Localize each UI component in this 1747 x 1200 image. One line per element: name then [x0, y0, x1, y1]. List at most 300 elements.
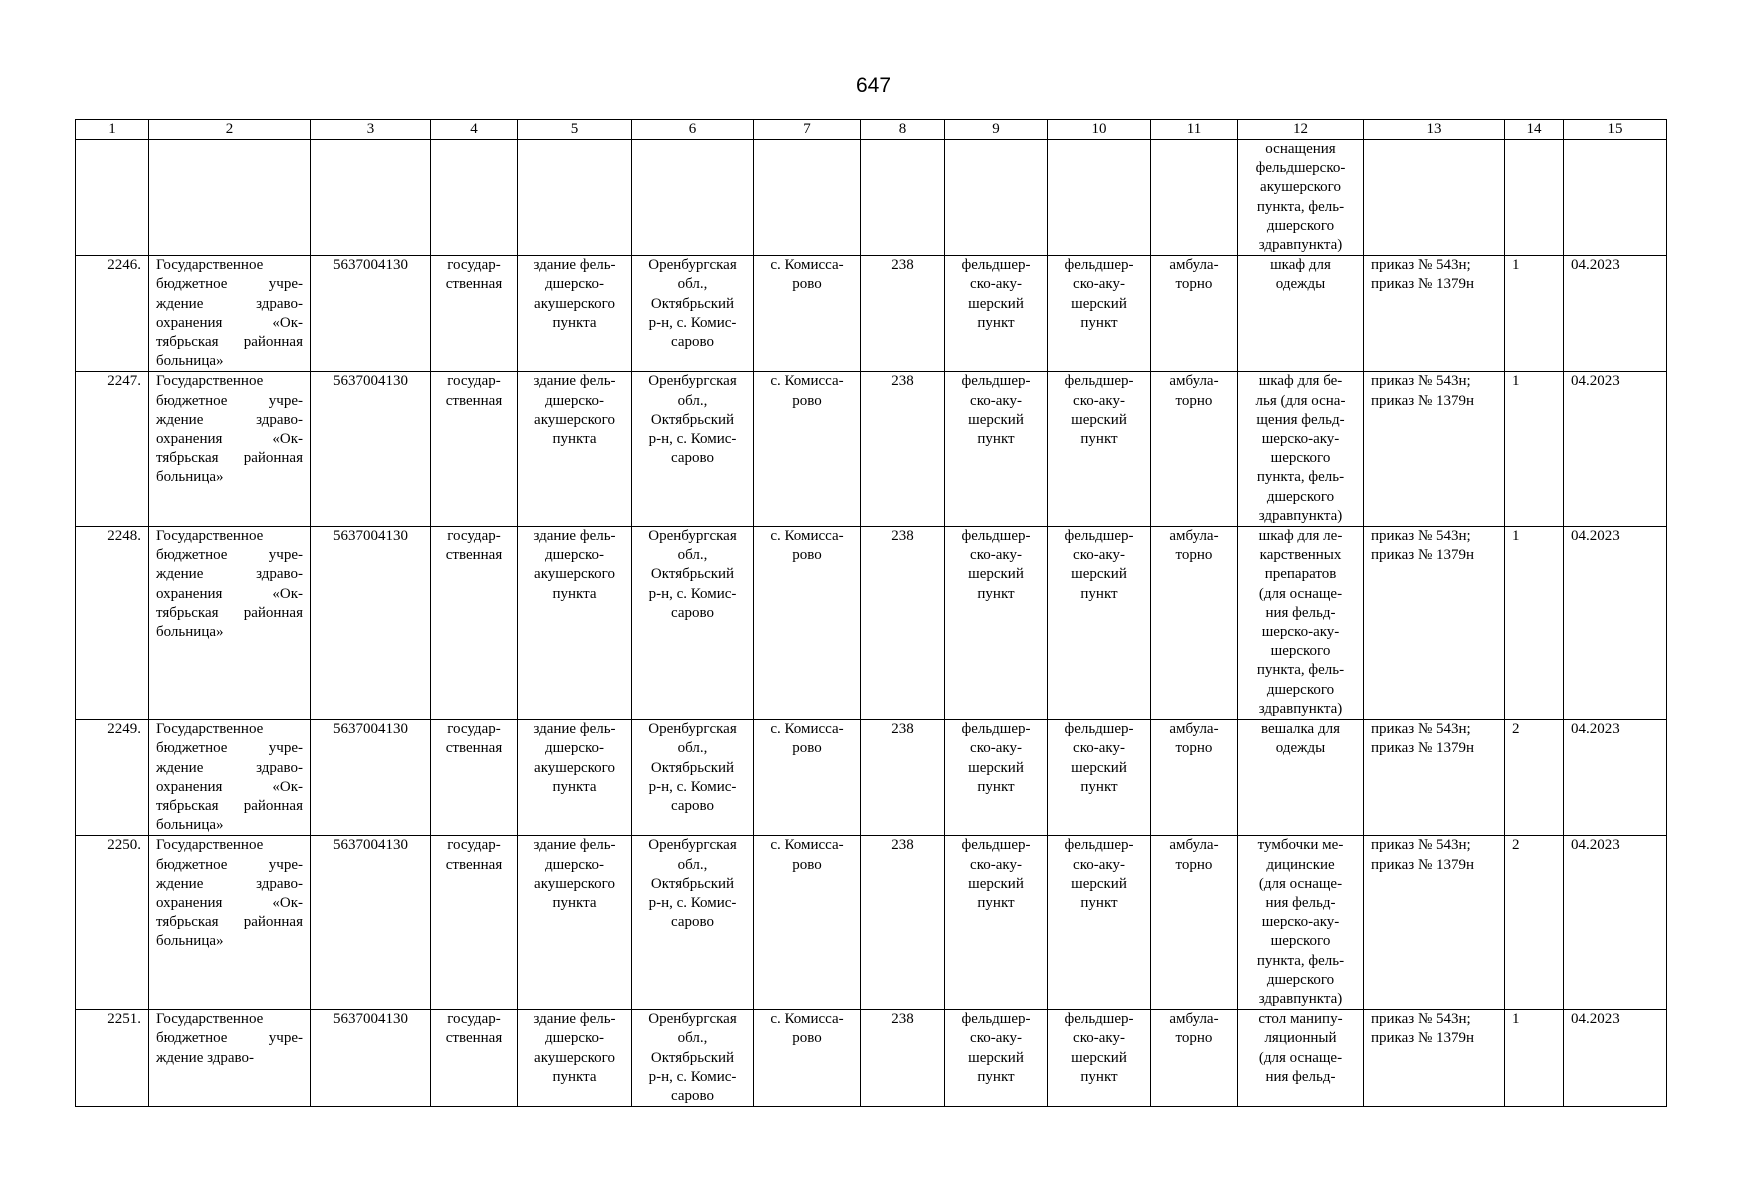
cell-line: ляционный — [1264, 1030, 1337, 1047]
cell-line: приказ № 543н; — [1371, 373, 1471, 390]
cell-line: здание фель- — [533, 721, 616, 738]
cell-line: Октябрьский — [650, 1049, 735, 1066]
cell-line: препаратов — [1264, 566, 1337, 583]
cell-line: больница» — [156, 817, 224, 834]
quantity-cell: 2 — [1505, 720, 1564, 836]
cell-line: ско-аку- — [1073, 1030, 1125, 1047]
cell-line: шерского — [1270, 450, 1331, 467]
cell-line: шерский — [968, 875, 1024, 892]
empty-cell — [1151, 140, 1238, 256]
cell-line: шкаф для — [1270, 257, 1331, 274]
inn-cell: 5637004130 — [311, 836, 431, 1010]
table-row — [76, 372, 1667, 527]
orders-cell — [1364, 372, 1505, 527]
column-number: 1 — [76, 120, 149, 140]
cell-line: приказ № 1379н — [1371, 547, 1475, 564]
cell-line: фельдшер- — [1064, 528, 1134, 545]
cell-line: дшерского — [1266, 681, 1335, 698]
cell-line: фельдшер- — [961, 721, 1031, 738]
cell-line: приказ № 1379н — [1371, 1030, 1475, 1047]
cell-line: дшерско- — [544, 1030, 605, 1047]
cell-line: ждение здраво- — [156, 411, 303, 428]
inn-cell: 5637004130 — [311, 256, 431, 372]
care-form-cell — [1151, 527, 1238, 720]
cell-line: фельдшер- — [1064, 837, 1134, 854]
cell-line: охранения «Ок- — [156, 778, 303, 795]
cell-line: здание фель- — [533, 257, 616, 274]
cell-line: шерский — [968, 1049, 1024, 1066]
cell-line: с. Комисса- — [770, 257, 844, 274]
column-number: 2 — [149, 120, 311, 140]
cell-line: ждение здраво- — [156, 1049, 255, 1066]
cell-line: пункта — [552, 585, 597, 602]
cell-line: с. Комисса- — [770, 528, 844, 545]
empty-cell — [945, 140, 1048, 256]
cell-line: Оренбургская — [648, 257, 737, 274]
cell-line: больница» — [156, 353, 224, 370]
date-cell: 04.2023 — [1564, 836, 1667, 1010]
cell-line: шерский — [1071, 1049, 1127, 1066]
cell-line: пункта, фель- — [1256, 662, 1345, 679]
cell-line: Государственное — [156, 257, 264, 274]
column-number: 12 — [1238, 120, 1364, 140]
cell-line: ско-аку- — [1073, 856, 1125, 873]
cell-line: пункт — [977, 1068, 1015, 1085]
care-form-cell — [1151, 372, 1238, 527]
cell-line: пункта — [552, 894, 597, 911]
cell-line: шерско-аку- — [1261, 431, 1340, 448]
inn-cell: 5637004130 — [311, 720, 431, 836]
cell-line: торно — [1175, 547, 1213, 564]
quantity-cell: 1 — [1505, 1010, 1564, 1107]
cell-line: больница» — [156, 624, 224, 641]
registry-table — [75, 119, 1667, 1107]
cell-line: лья (для осна- — [1255, 392, 1346, 409]
table-row — [76, 836, 1667, 1010]
ownership-cell — [431, 836, 518, 1010]
cell-line: дшерско- — [544, 392, 605, 409]
ownership-cell — [431, 720, 518, 836]
cell-line: с. Комисса- — [770, 837, 844, 854]
facility-type-cell — [945, 256, 1048, 372]
cell-line: шерский — [968, 295, 1024, 312]
cell-line: Оренбургская — [648, 373, 737, 390]
care-form-cell — [1151, 720, 1238, 836]
cell-line: Оренбургская — [648, 528, 737, 545]
cell-line: охранения «Ок- — [156, 894, 303, 911]
empty-cell — [311, 140, 431, 256]
address-cell — [632, 256, 754, 372]
cell-line: р-н, с. Комис- — [648, 585, 737, 602]
table-row — [76, 1010, 1667, 1107]
cell-line: фельдшер- — [961, 1011, 1031, 1028]
organization-cell — [149, 720, 311, 836]
cell-line: торно — [1175, 276, 1213, 293]
cell-line: пункта — [552, 314, 597, 331]
cell-line: здание фель- — [533, 373, 616, 390]
column-number: 5 — [518, 120, 632, 140]
quantity-cell: 1 — [1505, 527, 1564, 720]
cell-line: пункт — [1080, 894, 1118, 911]
cell-line: обл., — [677, 392, 708, 409]
cell-line: государ- — [447, 528, 501, 545]
table-row — [76, 527, 1667, 720]
locality-cell — [754, 527, 861, 720]
cell-line: сарово — [671, 1087, 714, 1104]
orders-cell — [1364, 836, 1505, 1010]
cell-line: с. Комисса- — [770, 373, 844, 390]
facility-type-cell — [945, 836, 1048, 1010]
cell-line: охранения «Ок- — [156, 585, 303, 602]
cell-line: дшерско- — [544, 740, 605, 757]
equipment-cell — [1238, 372, 1364, 527]
cell-line: приказ № 543н; — [1371, 257, 1471, 274]
date-cell: 04.2023 — [1564, 720, 1667, 836]
cell-line: Октябрьский — [650, 566, 735, 583]
cell-line: вешалка для — [1261, 721, 1340, 738]
cell-line: пункт — [1080, 431, 1118, 448]
cell-line: здание фель- — [533, 1011, 616, 1028]
cell-line: государ- — [447, 1011, 501, 1028]
cell-line: государ- — [447, 837, 501, 854]
facility-type-cell — [945, 1010, 1048, 1107]
address-cell — [632, 1010, 754, 1107]
cell-line: рово — [792, 856, 822, 873]
cell-line: пункта, фель- — [1256, 198, 1345, 215]
cell-line: оснащения — [1265, 141, 1336, 157]
cell-line: ственная — [445, 547, 503, 564]
cell-line: шерский — [1071, 411, 1127, 428]
cell-line: ственная — [445, 1030, 503, 1047]
cell-line: Государственное — [156, 837, 264, 854]
cell-line: обл., — [677, 276, 708, 293]
cell-line: охранения «Ок- — [156, 431, 303, 448]
cell-line: шкаф для ле- — [1258, 528, 1343, 545]
cell-line: обл., — [677, 740, 708, 757]
cell-line: карственных — [1259, 547, 1342, 564]
address-cell — [632, 527, 754, 720]
column-number: 10 — [1048, 120, 1151, 140]
cell-line: дшерского — [1266, 488, 1335, 505]
cell-line: фельдшерско- — [1255, 160, 1346, 177]
cell-line: ско-аку- — [970, 392, 1022, 409]
cell-line: ственная — [445, 276, 503, 293]
cell-line: сарово — [671, 797, 714, 814]
cell-line: рово — [792, 740, 822, 757]
cell-line: фельдшер- — [1064, 373, 1134, 390]
building-cell — [518, 527, 632, 720]
cell-line: с. Комисса- — [770, 1011, 844, 1028]
empty-cell — [1364, 140, 1505, 256]
cell-line: пункт — [1080, 314, 1118, 331]
empty-cell — [861, 140, 945, 256]
ownership-cell — [431, 256, 518, 372]
organization-cell — [149, 372, 311, 527]
quantity-cell: 1 — [1505, 256, 1564, 372]
cell-line: шерский — [1071, 875, 1127, 892]
orders-cell — [1364, 1010, 1505, 1107]
continuation-row — [76, 140, 1667, 256]
cell-line: тябрьская районная — [156, 604, 303, 621]
cell-line: бюджетное учре- — [156, 547, 303, 564]
ownership-cell — [431, 372, 518, 527]
cell-line: одежды — [1275, 276, 1326, 293]
cell-line: ско-аку- — [1073, 392, 1125, 409]
cell-line: Государственное — [156, 373, 264, 390]
column-number: 8 — [861, 120, 945, 140]
cell-line: бюджетное учре- — [156, 276, 303, 293]
cell-line: амбула- — [1169, 373, 1219, 390]
row-number-cell: 2250. — [76, 836, 149, 1010]
column-number: 9 — [945, 120, 1048, 140]
cell-line: фельдшер- — [961, 257, 1031, 274]
ownership-cell — [431, 527, 518, 720]
unit-cell — [1048, 256, 1151, 372]
building-cell — [518, 720, 632, 836]
cell-line: шерского — [1270, 933, 1331, 950]
cell-line: с. Комисса- — [770, 721, 844, 738]
care-form-cell — [1151, 1010, 1238, 1107]
address-cell — [632, 372, 754, 527]
column-number: 15 — [1564, 120, 1667, 140]
locality-cell — [754, 256, 861, 372]
row-number-cell: 2248. — [76, 527, 149, 720]
equipment-cell — [1238, 256, 1364, 372]
equipment-cell — [1238, 720, 1364, 836]
cell-line: пункта, фель- — [1256, 952, 1345, 969]
cell-line: бюджетное учре- — [156, 1030, 303, 1047]
column-number: 4 — [431, 120, 518, 140]
cell-line: ния фельд- — [1265, 604, 1336, 621]
code-cell: 238 — [861, 836, 945, 1010]
unit-cell — [1048, 720, 1151, 836]
organization-cell — [149, 1010, 311, 1107]
cell-line: здание фель- — [533, 837, 616, 854]
cell-line: сарово — [671, 914, 714, 931]
inn-cell: 5637004130 — [311, 527, 431, 720]
cell-line: (для оснаще- — [1258, 875, 1343, 892]
organization-cell — [149, 256, 311, 372]
locality-cell — [754, 836, 861, 1010]
code-cell: 238 — [861, 1010, 945, 1107]
cell-line: дшерско- — [544, 276, 605, 293]
column-number: 3 — [311, 120, 431, 140]
cell-line: пункт — [977, 585, 1015, 602]
cell-line: государ- — [447, 257, 501, 274]
cell-line: тумбочки ме- — [1257, 837, 1344, 854]
unit-cell — [1048, 1010, 1151, 1107]
cell-line: тябрьская районная — [156, 797, 303, 814]
address-cell — [632, 720, 754, 836]
cell-line: ждение здраво- — [156, 566, 303, 583]
column-number: 14 — [1505, 120, 1564, 140]
cell-line: акушерского — [534, 566, 615, 583]
cell-line: пункт — [977, 314, 1015, 331]
page-number: 647 — [855, 74, 892, 97]
cell-line: Государственное — [156, 721, 264, 738]
cell-line: ско-аку- — [1073, 276, 1125, 293]
cell-line: фельдшер- — [1064, 721, 1134, 738]
cell-line: акушерского — [1260, 179, 1341, 196]
table-row — [76, 256, 1667, 372]
cell-line: приказ № 1379н — [1371, 276, 1475, 293]
unit-cell — [1048, 372, 1151, 527]
cell-line: р-н, с. Комис- — [648, 778, 737, 795]
cell-line: пункт — [977, 778, 1015, 795]
cell-line: ждение здраво- — [156, 295, 303, 312]
cell-line: ственная — [445, 856, 503, 873]
cell-line: пункт — [1080, 778, 1118, 795]
organization-cell — [149, 527, 311, 720]
cell-line: шерско-аку- — [1261, 914, 1340, 931]
table-row — [76, 720, 1667, 836]
cell-line: ния фельд- — [1265, 894, 1336, 911]
facility-type-cell — [945, 372, 1048, 527]
cell-line: Оренбургская — [648, 721, 737, 738]
row-number-cell: 2251. — [76, 1010, 149, 1107]
cell-line: р-н, с. Комис- — [648, 1068, 737, 1085]
cell-line: Октябрьский — [650, 759, 735, 776]
cell-line: Оренбургская — [648, 837, 737, 854]
code-cell: 238 — [861, 527, 945, 720]
cell-line: дицинские — [1266, 856, 1335, 873]
cell-line: обл., — [677, 856, 708, 873]
column-number-row — [76, 120, 1667, 140]
cell-line: шерский — [1071, 295, 1127, 312]
cell-line: торно — [1175, 392, 1213, 409]
cell-line: рово — [792, 547, 822, 564]
cell-line: ния фельд- — [1265, 1068, 1336, 1085]
inn-cell: 5637004130 — [311, 372, 431, 527]
cell-line: фельдшер- — [961, 837, 1031, 854]
cell-line: пункт — [977, 894, 1015, 911]
date-cell: 04.2023 — [1564, 372, 1667, 527]
cell-line: приказ № 543н; — [1371, 837, 1471, 854]
locality-cell — [754, 720, 861, 836]
cell-line: шерский — [1071, 759, 1127, 776]
cell-line: приказ № 543н; — [1371, 721, 1471, 738]
cell-line: здание фель- — [533, 528, 616, 545]
row-number-cell: 2246. — [76, 256, 149, 372]
code-cell: 238 — [861, 720, 945, 836]
cell-line: акушерского — [534, 759, 615, 776]
building-cell — [518, 836, 632, 1010]
building-cell — [518, 1010, 632, 1107]
code-cell: 238 — [861, 256, 945, 372]
row-number-cell: 2249. — [76, 720, 149, 836]
cell-line: ско-аку- — [970, 276, 1022, 293]
cell-line: ждение здраво- — [156, 759, 303, 776]
building-cell — [518, 372, 632, 527]
cell-line: приказ № 543н; — [1371, 528, 1471, 545]
cell-line: (для оснаще- — [1258, 585, 1343, 602]
unit-cell — [1048, 527, 1151, 720]
cell-line: акушерского — [534, 1049, 615, 1066]
cell-line: здравпункта) — [1258, 507, 1343, 524]
column-number: 13 — [1364, 120, 1505, 140]
cell-line: фельдшер- — [961, 528, 1031, 545]
cell-line: пункта — [552, 778, 597, 795]
cell-line: шерский — [1071, 566, 1127, 583]
column-number: 11 — [1151, 120, 1238, 140]
cell-line: больница» — [156, 469, 224, 486]
cell-line: (для оснаще- — [1258, 1049, 1343, 1066]
locality-cell — [754, 372, 861, 527]
cell-line: сарово — [671, 450, 714, 467]
cell-line: ственная — [445, 740, 503, 757]
orders-cell — [1364, 256, 1505, 372]
cell-line: ско-аку- — [1073, 740, 1125, 757]
cell-line: рово — [792, 1030, 822, 1047]
cell-line: здравпункта) — [1258, 237, 1343, 254]
cell-line: шерского — [1270, 643, 1331, 660]
cell-line: ственная — [445, 392, 503, 409]
cell-line: государ- — [447, 373, 501, 390]
equipment-cell — [1238, 527, 1364, 720]
quantity-cell: 1 — [1505, 372, 1564, 527]
cell-line: ско-аку- — [970, 856, 1022, 873]
cell-line: р-н, с. Комис- — [648, 431, 737, 448]
empty-cell — [1048, 140, 1151, 256]
cell-line: здравпункта) — [1258, 990, 1343, 1007]
cell-line: пункта — [552, 431, 597, 448]
cell-line: приказ № 1379н — [1371, 740, 1475, 757]
empty-cell — [76, 140, 149, 256]
cell-line: ско-аку- — [1073, 547, 1125, 564]
cell-line: шерский — [968, 759, 1024, 776]
cell-line: государ- — [447, 721, 501, 738]
cell-line: шкаф для бе- — [1258, 373, 1343, 390]
cell-line: обл., — [677, 547, 708, 564]
empty-cell — [1564, 140, 1667, 256]
cell-line: рово — [792, 276, 822, 293]
cell-line: обл., — [677, 1030, 708, 1047]
cell-line: амбула- — [1169, 528, 1219, 545]
cell-line: приказ № 1379н — [1371, 392, 1475, 409]
cell-line: сарово — [671, 604, 714, 621]
empty-cell — [431, 140, 518, 256]
code-cell: 238 — [861, 372, 945, 527]
column-number: 7 — [754, 120, 861, 140]
equipment-cell — [1238, 140, 1364, 256]
orders-cell — [1364, 527, 1505, 720]
facility-type-cell — [945, 527, 1048, 720]
cell-line: дшерско- — [544, 547, 605, 564]
cell-line: больница» — [156, 933, 224, 950]
cell-line: фельдшер- — [1064, 257, 1134, 274]
care-form-cell — [1151, 836, 1238, 1010]
organization-cell — [149, 836, 311, 1010]
date-cell: 04.2023 — [1564, 1010, 1667, 1107]
cell-line: торно — [1175, 856, 1213, 873]
cell-line: сарово — [671, 334, 714, 351]
empty-cell — [518, 140, 632, 256]
cell-line: пункта — [552, 1068, 597, 1085]
cell-line: бюджетное учре- — [156, 392, 303, 409]
cell-line: фельдшер- — [1064, 1011, 1134, 1028]
cell-line: стол манипу- — [1258, 1011, 1343, 1028]
date-cell: 04.2023 — [1564, 256, 1667, 372]
cell-line: дшерского — [1266, 217, 1335, 234]
cell-line: дшерского — [1266, 971, 1335, 988]
cell-line: р-н, с. Комис- — [648, 314, 737, 331]
column-number: 6 — [632, 120, 754, 140]
cell-line: щения фельд- — [1256, 411, 1345, 428]
date-cell: 04.2023 — [1564, 527, 1667, 720]
cell-line: Октябрьский — [650, 875, 735, 892]
equipment-cell — [1238, 836, 1364, 1010]
cell-line: амбула- — [1169, 721, 1219, 738]
